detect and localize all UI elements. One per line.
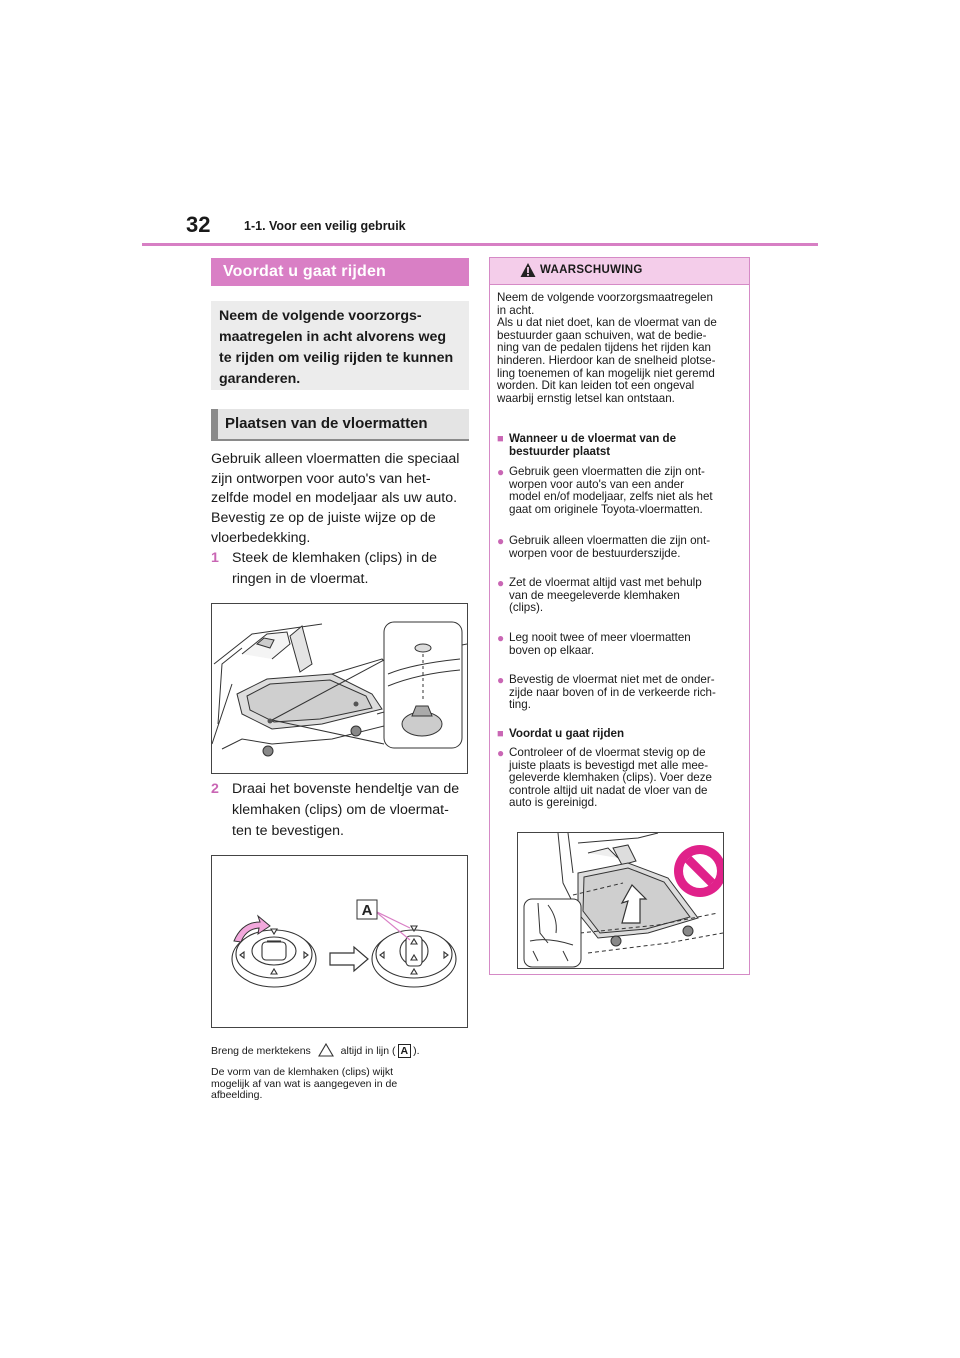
bullet-line: zijde naar boven of in de verkeerde rich-: [509, 685, 716, 699]
warning-triangle-icon: [520, 262, 536, 278]
step-number: 2: [211, 781, 219, 797]
square-bullet-icon: ■: [497, 728, 504, 740]
page-number: 32: [186, 212, 211, 237]
body-line: zijn ontworpen voor auto's van het-: [211, 470, 431, 487]
bullet-line: gaat om originele Toyota-vloermatten.: [509, 502, 703, 516]
caption-line: mogelijk af van wat is aangegeven in de: [211, 1077, 398, 1090]
floor-ring: [351, 726, 361, 736]
intro-line: maatregelen in acht alvorens weg: [219, 329, 447, 345]
body-line: Gebruik alleen vloermatten die speciaal: [211, 451, 460, 467]
circle-bullet-icon: ●: [497, 746, 505, 760]
bullet-line: model en/of modeljaar, zelfs niet als het: [509, 490, 713, 504]
mat-ring: [268, 719, 273, 724]
heading-line: Wanneer u de vloermat van de: [509, 432, 677, 445]
header-rule: [142, 243, 818, 246]
warning-bullet: [497, 577, 744, 615]
circle-bullet-icon: ●: [497, 576, 505, 590]
bullet-line: boven op elkaar.: [509, 643, 595, 657]
body-line: Bevestig ze op de juiste wijze op de: [211, 510, 436, 527]
warning-line: Als u dat niet doet, kan de vloermat van de: [497, 316, 717, 330]
floor-ring: [683, 926, 693, 936]
heading-line: bestuurder plaatst: [509, 444, 611, 458]
bullet-line: Bevestig de vloermat niet met de onder-: [509, 673, 715, 686]
step-line: ringen in de vloermat.: [232, 571, 369, 587]
figure-label-a: A: [361, 902, 373, 919]
warning-line: in acht.: [497, 303, 535, 317]
step-line: Steek de klemhaken (clips) in de: [232, 550, 438, 566]
warning-line: bestuurder gaan schuiven, wat de bedie-: [497, 328, 707, 342]
bullet-line: Controleer of de vloermat stevig op de: [509, 746, 706, 759]
circle-bullet-icon: ●: [497, 465, 505, 479]
clip-rotation-figure: [211, 855, 468, 1028]
floor-mat-illustration: [212, 604, 467, 773]
intro-line: garanderen.: [219, 371, 301, 387]
incorrect-mat-figure: [517, 832, 724, 969]
bullet-line: worpen voor de bestuurderszijde.: [509, 546, 681, 560]
bullet-line: (clips).: [509, 601, 544, 615]
warning-bullet: [497, 535, 744, 560]
bullet-line: Leg nooit twee of meer vloermatten: [509, 631, 691, 644]
intro-line: te rijden om veilig rijden te kunnen: [219, 350, 454, 366]
caption-text: ).: [413, 1045, 420, 1057]
warning-line: hinderen. Hierdoor kan de snelheid plotse-: [497, 353, 716, 367]
warning-line: ning van de pedalen tijdens het rijden kan: [497, 341, 711, 355]
intro-line: Neem de volgende voorzorgs-: [219, 308, 422, 324]
warning-bullet: [497, 674, 744, 712]
step-line: Draai het bovenste hendeltje van de: [232, 781, 460, 797]
warning-line: Neem de volgende voorzorgsmaatregelen: [497, 291, 713, 304]
warning-title: WAARSCHUWING: [540, 264, 643, 276]
warning-heading: [497, 728, 744, 741]
bullet-line: auto is gereinigd.: [509, 796, 598, 810]
bullet-line: juiste plaats is bevestigd met alle mee-: [509, 758, 709, 772]
bullet-line: ting.: [509, 698, 531, 712]
body-line: zelfde model en modeljaar als uw auto.: [211, 490, 458, 507]
incorrect-mat-illustration: [518, 833, 723, 968]
mat-ring: [354, 702, 359, 707]
circle-bullet-icon: ●: [497, 631, 505, 645]
clip-top: [412, 706, 432, 716]
floor-mat-clips-figure: [211, 603, 468, 774]
caption-line: afbeelding.: [211, 1089, 263, 1101]
warning-intro: [497, 292, 744, 405]
warning-heading: [497, 433, 744, 458]
intro-box: [211, 301, 469, 390]
step-number: 1: [211, 550, 219, 566]
clip-rotation-illustration: [212, 856, 467, 1027]
caption-note: [211, 1067, 473, 1102]
square-bullet-icon: ■: [497, 433, 504, 445]
floor-ring: [611, 936, 621, 946]
circle-bullet-icon: ●: [497, 534, 505, 548]
warning-line: ling toenemen of kan mogelijk niet geremd: [497, 366, 715, 380]
step-line: ten te bevestigen.: [232, 823, 345, 839]
warning-bullet: [497, 466, 744, 516]
bullet-line: geleverde klemhaken (clips). Voer deze: [509, 771, 712, 785]
circle-bullet-icon: ●: [497, 673, 505, 687]
body-line: vloerbedekking.: [211, 529, 311, 546]
caption-label-a: A: [398, 1044, 412, 1058]
caption-align: [211, 1043, 473, 1058]
warning-line: waarbij ernstig letsel kan ontstaan.: [497, 391, 675, 405]
bullet-line: worpen voor auto's van een ander: [509, 477, 684, 491]
bullet-line: van de meegeleverde klemhaken: [509, 588, 680, 602]
caption-line: De vorm van de klemhaken (clips) wijkt: [211, 1066, 394, 1078]
warning-bullet: [497, 632, 744, 657]
caption-text: altijd in lijn (: [340, 1045, 396, 1057]
caption-text: Breng de merktekens: [211, 1045, 311, 1057]
bullet-line: Gebruik alleen vloermatten die zijn ont-: [509, 534, 711, 547]
step-2: [211, 779, 473, 842]
triangle-mark-icon: [318, 1043, 334, 1057]
section-title: Voordat u gaat rijden: [211, 258, 469, 286]
warning-bullet: [497, 747, 744, 810]
step-line: klemhaken (clips) om de vloermat-: [232, 802, 449, 818]
section-label: 1-1. Voor een veilig gebruik: [244, 219, 406, 233]
floor-ring: [263, 746, 273, 756]
right-arrow-icon: [330, 947, 368, 971]
body-paragraph: [211, 450, 473, 549]
bullet-line: Zet de vloermat altijd vast met behulp: [509, 576, 702, 589]
warning-line: worden. Dit kan leiden tot een ongeval: [497, 379, 695, 393]
zoom-inset: [524, 899, 581, 967]
bullet-line: controle altijd uit nadat de vloer van de: [509, 783, 708, 797]
step-1: [211, 548, 473, 590]
heading-line: Voordat u gaat rijden: [509, 727, 625, 740]
subheading: Plaatsen van de vloermatten: [211, 409, 469, 441]
bullet-line: Gebruik geen vloermatten die zijn ont-: [509, 465, 705, 478]
